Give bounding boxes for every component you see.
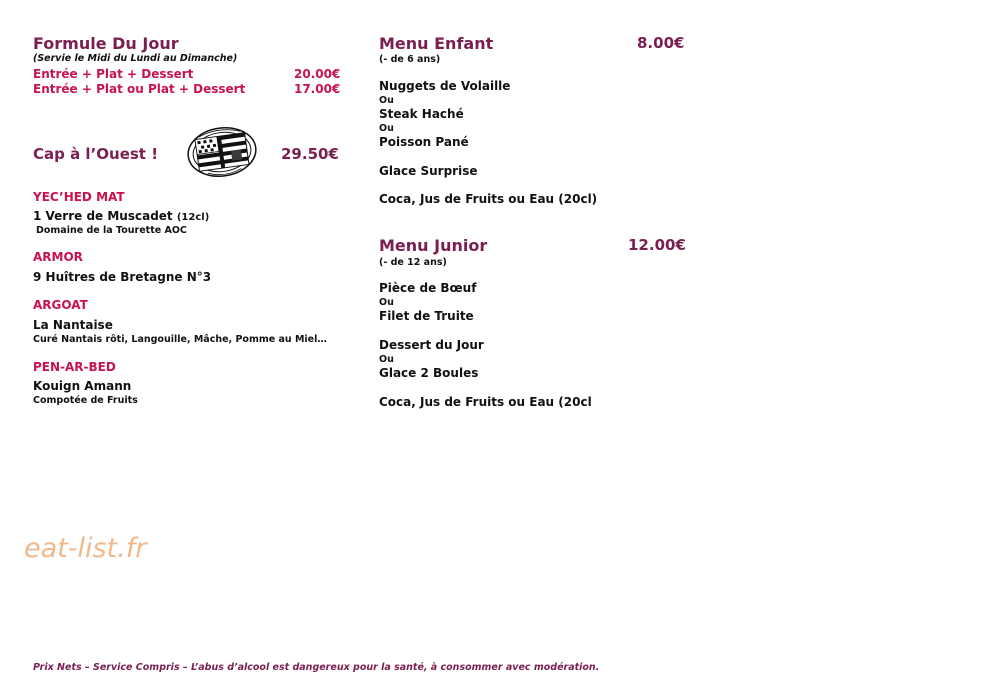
junior-line-3: Filet de Truite [379,309,474,323]
junior-line-7: Coca, Jus de Fruits ou Eau (20cl [379,395,592,409]
cap-section-4-desc: Compotée de Fruits [33,395,138,406]
junior-line-1: Pièce de Bœuf [379,281,477,295]
enfant-line-1: Nuggets de Volaille [379,79,511,93]
cap-section-1-desc: Domaine de la Tourette AOC [36,225,187,236]
cap-section-1-item: 1 Verre de Muscadet (12cl) [33,209,210,223]
junior-line-2: Ou [379,297,394,308]
formule-title: Formule Du Jour [33,34,179,53]
watermark-text: eat-list.fr [24,533,147,564]
formule-option-1-label: Entrée + Plat + Dessert [33,67,194,81]
enfant-line-5: Poisson Pané [379,135,469,149]
footer-note: Prix Nets – Service Compris – L’abus d’alcool est dangereux pour la santé, à consommer avec modération. [33,662,600,673]
cap-title: Cap à l’Ouest ! [33,145,159,163]
junior-title: Menu Junior [379,236,488,255]
cap-price: 29.50€ [281,145,339,163]
cap-section-2-item: 9 Huîtres de Bretagne N°3 [33,270,212,284]
junior-line-6: Glace 2 Boules [379,366,479,380]
formule-option-1-price: 20.00€ [294,67,341,81]
junior-price: 12.00€ [628,236,686,254]
enfant-line-2: Ou [379,95,394,106]
cap-section-4-item: Kouign Amann [33,379,132,393]
enfant-line-4: Ou [379,123,394,134]
cap-section-2-name: ARMOR [33,250,83,264]
junior-line-5: Ou [379,354,394,365]
breton-flag-badge-icon [183,122,261,182]
junior-age: (- de 12 ans) [379,257,447,268]
formule-option-2-price: 17.00€ [294,82,341,96]
cap-section-3-name: ARGOAT [33,298,88,312]
enfant-price: 8.00€ [637,34,685,52]
formule-subtitle: (Servie le Midi du Lundi au Dimanche) [33,53,238,64]
cap-section-3-item: La Nantaise [33,318,113,332]
cap-section-4-name: PEN-AR-BED [33,360,116,374]
cap-section-3-desc: Curé Nantais rôti, Langouille, Mâche, Pomme au Miel… [33,334,327,345]
cap-section-1-item-note: (12cl) [176,212,210,223]
enfant-line-7: Coca, Jus de Fruits ou Eau (20cl) [379,192,598,206]
enfant-title: Menu Enfant [379,34,494,53]
enfant-age: (- de 6 ans) [379,54,441,65]
enfant-line-6: Glace Surprise [379,164,478,178]
junior-line-4: Dessert du Jour [379,338,484,352]
enfant-line-3: Steak Haché [379,107,464,121]
cap-section-1-name: YEC’HED MAT [33,190,125,204]
formule-option-2-label: Entrée + Plat ou Plat + Dessert [33,82,246,96]
